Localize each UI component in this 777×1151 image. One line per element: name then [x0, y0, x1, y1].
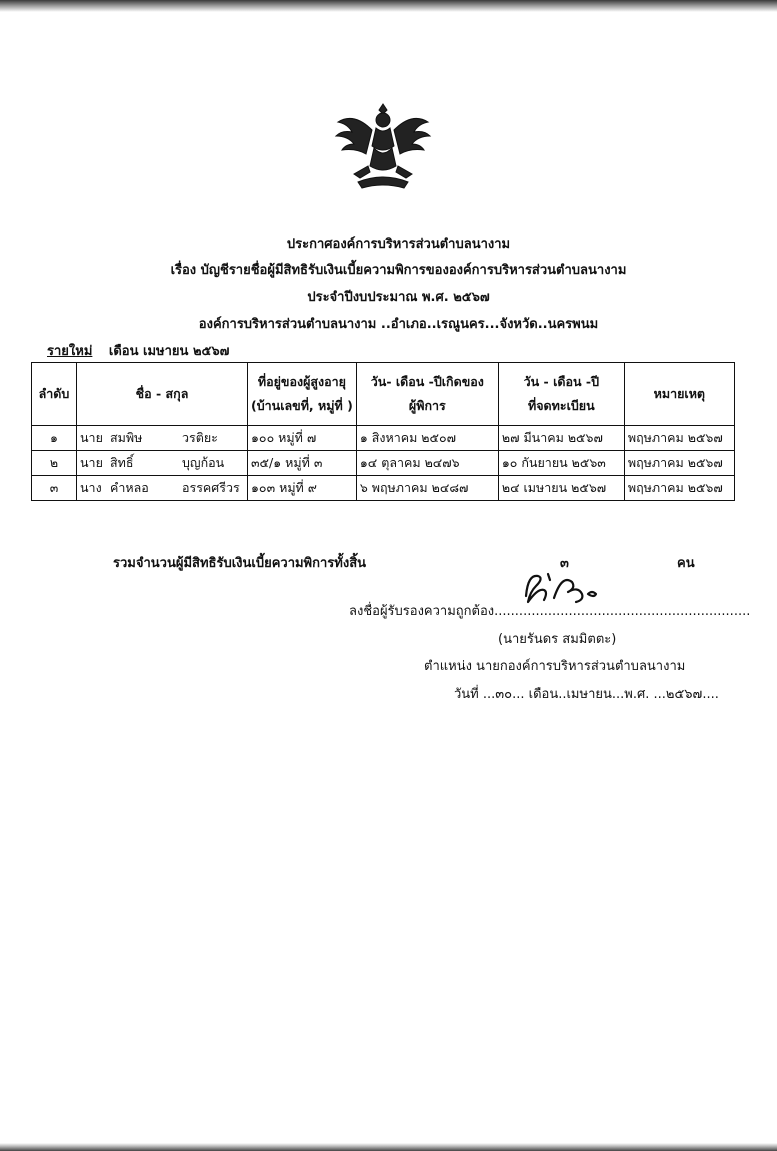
scan-top-edge: [0, 0, 777, 12]
row-note: พฤษภาคม ๒๕๖๗: [624, 451, 734, 476]
header-registered-line1: วัน - เดือน -ปี: [523, 374, 600, 389]
row-registered: ๒๗ มีนาคม ๒๕๖๗: [498, 426, 624, 451]
row-last-name: วรติยะ: [182, 430, 218, 445]
row-last-name: อรรคศรีวร: [182, 480, 240, 495]
row-title: นาย: [80, 455, 103, 470]
row-no: ๒: [32, 451, 77, 476]
row-first-name: สมพิษ: [110, 430, 143, 445]
row-registered: ๒๔ เมษายน ๒๕๖๗: [498, 476, 624, 501]
row-no: ๓: [32, 476, 77, 501]
total-label: รวมจำนวนผู้มีสิทธิรับเงินเบี้ยความพิการทั้งสิ้น: [113, 556, 367, 571]
announcement-subject: เรื่อง บัญชีรายชื่อผู้มีสิทธิรับเงินเบี้ยความพิการขององค์การบริหารส่วนตำบลนางาม: [170, 263, 627, 278]
header-registered-line2: ที่จดทะเบียน: [527, 398, 595, 413]
row-first-name: คำหลอ: [110, 480, 149, 495]
row-name: [77, 426, 248, 451]
row-title: นาง: [80, 480, 102, 495]
row-first-name: สิทธิ์: [110, 455, 134, 470]
section-label: รายใหม่: [47, 344, 93, 359]
garuda-emblem-icon: [328, 96, 438, 196]
row-address: ๑๐๐ หมู่ที่ ๗: [248, 426, 357, 451]
signature-dots: ..............................................................: [494, 604, 751, 619]
signature-line: [349, 600, 750, 621]
row-registered: ๑๐ กันยายน ๒๕๖๓: [498, 451, 624, 476]
header-registered: [498, 363, 624, 426]
row-name: [77, 476, 248, 501]
row-last-name: บุญก้อน: [182, 455, 225, 470]
row-dob: ๑ สิงหาคม ๒๕๐๗: [356, 426, 498, 451]
fiscal-year: ประจำปีงบประมาณ พ.ศ. ๒๕๖๗: [307, 290, 490, 305]
row-no: ๑: [32, 426, 77, 451]
header-no: ลำดับ: [32, 363, 77, 426]
row-address: ๑๐๓ หมู่ที่ ๙: [248, 476, 357, 501]
table-row: [32, 476, 735, 501]
table-row: [32, 451, 735, 476]
header-name: ชื่อ - สกุล: [77, 363, 248, 426]
beneficiary-table: [31, 362, 735, 501]
header-note: หมายเหตุ: [624, 363, 734, 426]
organization-location: องค์การบริหารส่วนตำบลนางาม ..อำเภอ..เรณูนคร...จังหวัด..นครพนม: [198, 317, 599, 332]
row-note: พฤษภาคม ๒๕๖๗: [624, 426, 734, 451]
header-address-line2: (บ้านเลขที่, หมู่ที่ ): [251, 398, 353, 413]
row-address: ๓๕/๑ หมู่ที่ ๓: [248, 451, 357, 476]
row-title: นาย: [80, 430, 103, 445]
scan-bottom-edge: [0, 1143, 777, 1151]
row-dob: ๑๔ ตุลาคม ๒๔๗๖: [356, 451, 498, 476]
section-month: เดือน เมษายน ๒๕๖๗: [108, 344, 230, 359]
total-unit: คน: [677, 556, 695, 571]
table-header-row: [32, 363, 735, 426]
row-dob: ๖ พฤษภาคม ๒๔๘๗: [356, 476, 498, 501]
header-dob-line2: ผู้พิการ: [408, 398, 446, 413]
row-note: พฤษภาคม ๒๕๖๗: [624, 476, 734, 501]
header-address-line1: ที่อยู่ของผู้สูงอายุ: [257, 374, 346, 389]
signer-position: ตำแหน่ง นายกองค์การบริหารส่วนตำบลนางาม: [424, 659, 686, 674]
section-heading: [47, 340, 229, 361]
header-dob: [356, 363, 498, 426]
signer-name: (นายรันดร สมมิตตะ): [498, 632, 617, 647]
header-dob-line1: วัน- เดือน -ปีเกิดของ: [370, 374, 484, 389]
signed-date: วันที่ ...๓๐... เดือน..เมษายน...พ.ศ. ...๒๕๖๗....: [454, 687, 719, 702]
announcement-title: ประกาศองค์การบริหารส่วนตำบลนางาม: [286, 237, 511, 252]
header-address: [248, 363, 357, 426]
signature-label: ลงชื่อผู้รับรองความถูกต้อง: [349, 604, 495, 619]
total-count: ๓: [560, 556, 569, 571]
table-row: [32, 426, 735, 451]
row-name: [77, 451, 248, 476]
